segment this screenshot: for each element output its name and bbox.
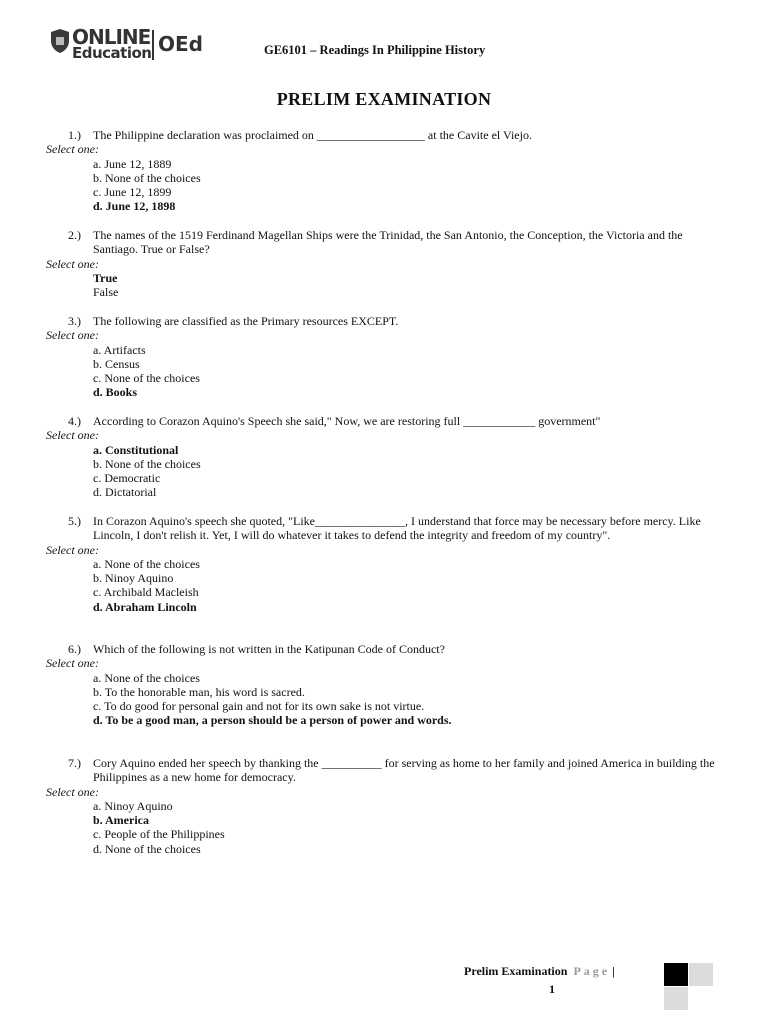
option-a[interactable]: a. June 12, 1889 (93, 156, 172, 171)
logo-online-text: ONLINE (72, 25, 151, 49)
question-text: According to Corazon Aquino's Speech she said," Now, we are restoring full ____________ government" (93, 414, 601, 428)
option-a[interactable]: a. None of the choices (93, 670, 200, 685)
option-c[interactable]: c. None of the choices (93, 371, 200, 386)
logo-education-text: Education (72, 44, 152, 62)
footer-label: Prelim Examination (464, 964, 568, 978)
option-b[interactable]: b. Ninoy Aquino (93, 571, 174, 586)
select-one-label: Select one: (46, 542, 99, 557)
option-c[interactable]: c. Archibald Macleish (93, 585, 199, 600)
question-4 (46, 414, 726, 500)
option-c[interactable]: c. To do good for personal gain and not for its own sake is not virtue. (93, 699, 425, 714)
option-true[interactable]: True (93, 270, 118, 285)
question-7 (46, 756, 726, 856)
question-3 (46, 314, 726, 400)
option-d[interactable]: d. Books (93, 385, 138, 400)
select-one-label: Select one: (46, 328, 99, 343)
question-text: The Philippine declaration was proclaimed on __________________ at the Cavite el Viejo. (93, 128, 532, 142)
question-text: The following are classified as the Primary resources EXCEPT. (93, 314, 399, 328)
question-text: The names of the 1519 Ferdinand Magellan Ships were the Trinidad, the San Antonio, the Conception, the Victoria and the Santiago. True or False? (93, 228, 683, 257)
question-text: Which of the following is not written in the Katipunan Code of Conduct? (93, 642, 445, 656)
option-c[interactable]: c. Democratic (93, 471, 161, 486)
footer-pipe: | (612, 964, 615, 978)
logo-divider (152, 30, 154, 60)
select-one-label: Select one: (46, 428, 99, 443)
footer-page-word: Page (573, 964, 611, 978)
question-text: In Corazon Aquino's speech she quoted, "Like_______________, I understand that force may be necessary before mercy. Like Lincoln, I don't relish it. Yet, I will do whatever it takes to defend the integrity and freedom of my country". (93, 514, 701, 543)
question-2 (46, 228, 726, 299)
question-number: 6.) (68, 642, 81, 656)
option-b[interactable]: b. America (93, 813, 149, 828)
page-number: 1 (549, 982, 555, 996)
option-b[interactable]: b. Census (93, 356, 140, 371)
logo-oed-text: OEd (158, 32, 203, 56)
course-title: GE6101 – Readings In Philippine History (264, 43, 486, 57)
select-one-label: Select one: (46, 784, 99, 799)
footer-decoration-square (664, 987, 688, 1010)
option-c[interactable]: c. People of the Philippines (93, 827, 225, 842)
question-number: 3.) (68, 314, 81, 328)
option-d[interactable]: d. None of the choices (93, 841, 201, 856)
question-text: Cory Aquino ended her speech by thanking the __________ for serving as home to her family and joined America in building the Philippines as a new home for democracy. (93, 756, 715, 785)
online-education-logo (48, 26, 208, 64)
question-1 (46, 128, 726, 214)
shield-icon (50, 28, 70, 54)
page-header (48, 26, 728, 66)
option-a[interactable]: a. Artifacts (93, 342, 146, 357)
select-one-label: Select one: (46, 656, 99, 671)
question-number: 2.) (68, 228, 81, 242)
option-d[interactable]: d. Dictatorial (93, 485, 157, 500)
option-a[interactable]: a. Constitutional (93, 442, 179, 457)
option-a[interactable]: a. None of the choices (93, 556, 200, 571)
option-b[interactable]: b. None of the choices (93, 456, 201, 471)
select-one-label: Select one: (46, 142, 99, 157)
page-footer (464, 964, 615, 979)
question-number: 5.) (68, 514, 81, 528)
question-6 (46, 642, 726, 728)
question-5 (46, 514, 726, 614)
footer-decoration-square (664, 963, 688, 986)
option-d[interactable]: d. To be a good man, a person should be a person of power and words. (93, 713, 452, 728)
select-one-label: Select one: (46, 256, 99, 271)
question-number: 7.) (68, 756, 81, 770)
option-b[interactable]: b. To the honorable man, his word is sacred. (93, 684, 305, 699)
question-number: 1.) (68, 128, 81, 142)
footer-decoration-square (689, 963, 713, 986)
option-d[interactable]: d. Abraham Lincoln (93, 599, 197, 614)
question-number: 4.) (68, 414, 81, 428)
option-a[interactable]: a. Ninoy Aquino (93, 798, 173, 813)
option-c[interactable]: c. June 12, 1899 (93, 185, 172, 200)
option-d[interactable]: d. June 12, 1898 (93, 199, 176, 214)
option-b[interactable]: b. None of the choices (93, 170, 201, 185)
page-title: PRELIM EXAMINATION (276, 89, 492, 109)
option-false[interactable]: False (93, 285, 119, 300)
